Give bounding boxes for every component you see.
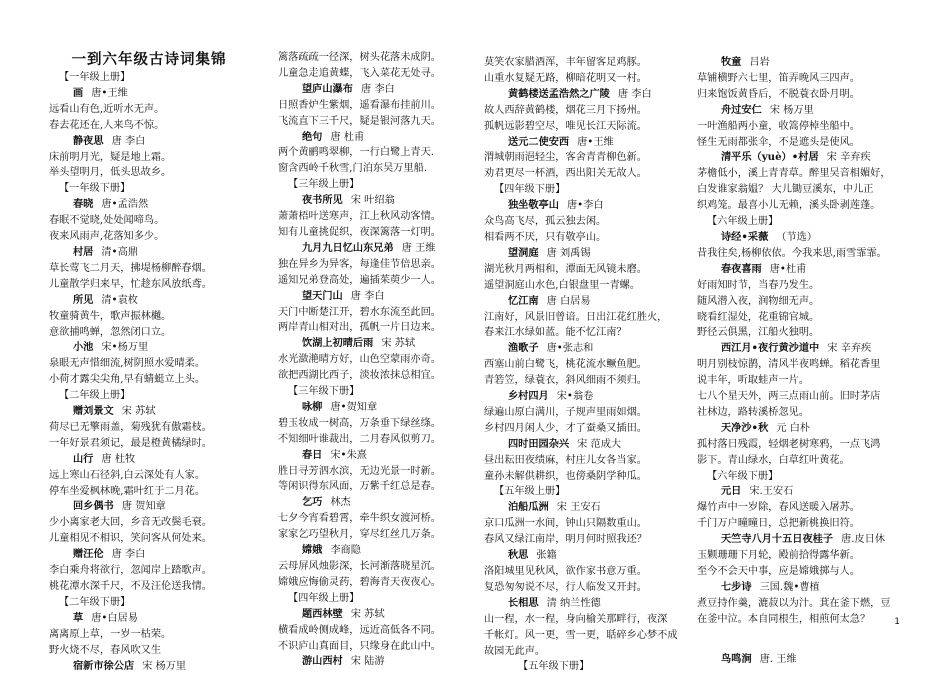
poem-line: 远上寒山石径斜,白云深处有人家。 [49,469,206,481]
poem-title: 宿新市徐公店 [73,659,135,672]
poem-line: 怪生无雨都张伞，不是遮头是使风。 [697,136,860,148]
poem-line: 牧童骑黄牛，歌声振林樾。 [49,310,172,322]
poem-line: 白发谁家翁媪？ 大儿锄豆溪东，中儿正 [697,184,874,196]
poem-heading [484,596,706,612]
poem-line: 昔我往矣,杨柳依依。今我来思,雨雪霏霏。 [697,247,887,259]
poem-author: 李商隐 [330,545,361,557]
grade-section-heading: 【二年级下册】 [59,596,131,608]
poem-heading [49,197,271,213]
poem-line: 不知细叶谁裁出，二月春风似剪刀。 [278,433,441,445]
poem-line: 至今不会天中事，应是嫦娥掷与人。 [697,566,860,577]
poem-heading [697,652,919,668]
poem-line: 玉颗珊珊下月轮，殿前拾得露华新。 [697,550,860,562]
poem-title: 西江月•夜行黄沙道中 [721,342,820,355]
column-content [697,55,919,668]
poem-heading [278,543,500,559]
poem-line: 篱落疏疏一径深，树头花落未成阴。 [278,52,441,63]
poem-heading [278,448,500,464]
document-title: 一到六年级古诗词集锦 [71,51,227,68]
poem-title: 七步诗 [721,580,752,593]
poem-line: 故人西辞黄鹤楼，烟花三月下扬州。 [484,104,647,116]
column-content [278,50,500,670]
poem-author: 宋 苏轼 [121,406,156,418]
poem-line: 儿童散学归来早，忙趁东风放纸鸢。 [49,278,212,290]
poem-heading [484,389,706,405]
poem-line: 等闲识得东风面，万紫千红总是春。 [278,481,441,493]
poem-line: 不识庐山真面目，只缘身在此山中。 [278,640,441,652]
poem-heading [697,532,919,548]
poem-heading [278,654,500,670]
poem-heading [697,150,919,166]
poem-line: 飞流直下三千尺，疑是银河落九天。 [278,115,441,127]
poem-heading [278,130,500,146]
poem-author: 张籍 [536,550,557,562]
poem-line: 昼出耘田夜绩麻，村庄儿女各当家。 [484,454,647,466]
poem-line: 山一程，水一程，身向榆关那畔行，夜深 [484,613,668,625]
poem-heading [49,134,271,150]
poem-line: 京口瓜洲一水间，钟山只隔数重山。 [484,518,647,530]
column-1 [49,50,271,674]
poem-title: 鸟鸣涧 [721,652,752,665]
poem-heading [484,135,706,151]
poem-line: 在釜中泣。本自同根生，相煎何太急？ [697,613,871,625]
poem-author: 唐 白居易 [546,295,591,307]
poem-author: 清 纳兰性德 [546,597,601,609]
poem-line: 江南好，风景旧曾谙。日出江花红胜火， [484,311,668,323]
grade-section-heading: 【二年级上册】 [59,390,131,402]
poem-author: 宋 叶绍翁 [350,195,395,207]
poem-author: 宋 杨万里 [142,660,187,672]
poem-line: 爆竹声中一岁除，春风送暖入屠苏。 [697,502,860,514]
poem-title: 天竺寺八月十五日夜桂子 [721,533,834,546]
poem-line: 随风潜入夜，润物细无声。 [697,295,820,307]
poem-heading [484,548,706,564]
poem-author: 元 白朴 [776,422,811,434]
poem-title: 泊船瓜洲 [508,501,549,514]
poem-heading [484,198,706,214]
poem-title: 独坐敬亭山 [508,199,559,212]
column-content [484,55,706,675]
poem-title: 清平乐（yuè）•村居 [721,151,819,164]
poem-line: 窗含西岭千秋雪,门泊东吴万里船. [278,163,428,175]
poem-title: 绝句 [302,130,323,143]
grade-section-heading: 【六年级上册】 [707,216,779,228]
poem-heading [697,341,919,357]
poem-line: 天门中断楚江开，碧水东流至此回。 [278,306,441,318]
poem-author: 林杰 [330,497,351,509]
poem-author: 宋•杨万里 [101,342,149,354]
poem-line: 一年好景君须记，最是橙黄橘绿时。 [49,437,212,449]
poem-title: 嫦娥 [302,544,323,557]
poem-author: 宋•朱熹 [330,449,367,461]
poem-author: （节选） [776,231,818,243]
poem-title: 静夜思 [73,134,104,147]
poem-author: 唐•张志和 [546,343,594,355]
poem-line: 影下。青山绿水，白草红叶黄花。 [697,454,850,466]
poem-heading [484,246,706,262]
poem-title: 长相思 [508,596,539,609]
poem-title: 春日 [302,448,323,461]
poem-line: 停车坐爱枫林晚,霜叶红于二月花。 [49,485,206,497]
column-content [49,70,271,674]
poem-heading [278,495,500,511]
poem-heading [697,484,919,500]
poem-heading [484,294,706,310]
poem-heading [484,87,706,103]
grade-section-heading: 【四年级上册】 [288,592,360,604]
poem-author: 宋 杨万里 [769,104,814,116]
poem-title: 山行 [73,452,94,465]
poem-author: 唐 李白 [111,549,146,561]
poem-title: 题西林壁 [302,607,343,620]
poem-title: 春晓 [73,198,94,211]
poem-author: 唐 王维 [401,242,436,254]
poem-author: 清•高鼎 [101,246,138,258]
grade-section-heading: 【三年级上册】 [288,179,360,191]
poem-title: 望洞庭 [508,246,539,259]
poem-author: 唐•贺知章 [330,401,378,413]
poem-line: 春去花还在,人来鸟不惊。 [49,119,165,131]
poem-title: 诗经•采薇 [721,230,769,243]
poem-title: 舟过安仁 [721,103,762,116]
poem-title: 赠刘景文 [73,405,114,418]
poem-author: 唐•王维 [577,136,614,148]
poem-line: 嫦娥应悔偷灵药，碧海青天夜夜心。 [278,576,441,588]
poem-line: 少小离家老大回，乡音无改鬓毛衰。 [49,517,212,529]
poem-title: 渔歌子 [508,342,539,355]
poem-title: 送元二使安西 [508,135,570,148]
poem-line: 好雨知时节，当春乃发生。 [697,279,820,291]
poem-title: 元日 [721,485,742,498]
poem-line: 两个黄鹂鸣翠柳，一行白鹭上青天. [278,147,435,159]
poem-line: 泉眼无声惜细流,树阴照水爱晴柔。 [49,358,206,370]
poem-line: 归来饱饭黄昏后，不脱蓑衣卧月明。 [697,88,860,100]
grade-section-heading: 【五年级上册】 [494,486,566,498]
poem-author: 唐 李白 [350,290,385,302]
poem-title: 画 [73,86,84,99]
poem-author: 三国.魏•曹植 [759,581,820,593]
grade-section-heading: 【一年级下册】 [59,183,131,195]
poem-author: 唐 李白 [360,83,395,95]
poem-line: 床前明月光，疑是地上霜。 [49,151,172,163]
poem-line: 夜来风雨声,花落知多少。 [49,231,165,243]
column-2 [278,50,500,670]
poem-title: 望天门山 [302,289,343,302]
poem-line: 孤村落日残霞，轻烟老树寒鸦，一点飞鸿 [697,438,881,450]
poem-line: 渭城朝雨浥轻尘，客舍青青柳色新。 [484,152,647,164]
poem-heading [49,245,271,261]
poem-line: 千帐灯。风一更，雪一更，聒碎乡心梦不成 [484,629,678,641]
poem-line: 山重水复疑无路，柳暗花明又一村。 [484,72,647,84]
poem-line: 举头望明月，低头思故乡。 [49,167,172,179]
poem-line: 独在异乡为异客，每逢佳节倍思亲。 [278,258,441,270]
poem-title: 乞巧 [302,496,323,509]
poem-heading [49,499,271,515]
poem-heading [278,289,500,305]
poem-author: 唐•王维 [91,87,128,99]
poem-line: 洛阳城里见秋风，欲作家书意万重。 [484,566,647,577]
poem-author: 唐•白居易 [91,612,138,624]
poem-author: 唐. 王维 [759,653,797,665]
poem-line: 儿童相见不相识，笑问客从何处来。 [49,533,212,545]
poem-title: 夜书所见 [302,194,343,207]
poem-line: 云母屏风烛影深，长河渐落晓星沉。 [278,561,441,572]
poem-title: 忆江南 [508,294,539,307]
poem-heading [278,241,500,257]
grade-section-heading: 【五年级下册】 [518,661,590,673]
poem-heading [49,293,271,309]
poem-line: 说丰年，听取蛙声一片。 [697,375,810,387]
poem-line: 离离原上草，一岁一枯荣。 [49,628,172,640]
grade-section-heading: 【三年级下册】 [288,386,360,398]
poem-author: 唐 杜甫 [330,131,365,143]
poem-line: 莫笑农家腊酒浑，丰年留客足鸡豚。 [484,57,647,68]
poem-heading [278,336,500,352]
poem-title: 游山西村 [302,655,343,668]
poem-line: 复恐匆匆说不尽，行人临发又开封。 [484,581,647,593]
poem-line: 湖光秋月两相和，潭面无风镜未磨。 [484,263,647,275]
poem-line: 知有儿童挑促织，夜深篱落一灯明。 [278,226,441,238]
poem-heading [49,452,271,468]
poem-author: 清•袁枚 [101,294,138,306]
poem-author: 唐 刘禹锡 [546,247,591,259]
poem-line: 李白乘舟将欲行，忽闻岸上踏歌声。 [49,565,212,577]
poem-line: 相看两不厌，只有敬亭山。 [484,231,607,243]
poem-heading [484,500,706,516]
poem-line: 儿童急走追黄蝶，飞入菜花无处寻。 [278,67,441,79]
poem-author: 唐.皮日休 [841,534,886,546]
poem-line: 织鸡笼。最喜小儿无赖，溪头卧剥莲蓬。 [697,200,881,212]
poem-line: 众鸟高飞尽，孤云独去闲。 [484,216,607,228]
poem-author: 宋.王安石 [749,486,794,498]
poem-title: 饮湖上初晴后雨 [302,337,374,350]
poem-line: 遥知兄弟登高处，遍插茱萸少一人。 [278,274,441,286]
poem-line: 野火烧不尽，春风吹又生 [49,644,162,656]
poem-heading [49,404,271,420]
poem-author: 唐•李白 [566,200,604,212]
poem-title: 黄鹤楼送孟浩然之广陵 [508,87,610,100]
poem-title: 赠汪伦 [73,548,104,561]
poem-author: 宋 陆游 [350,656,385,668]
poem-author: 宋 苏轼 [350,608,385,620]
poem-line: 水光潋滟晴方好，山色空蒙雨亦奇。 [278,354,441,366]
poem-author: 唐 杜牧 [101,453,136,465]
poem-author: 唐 李白 [617,88,652,100]
poem-line: 社林边，路转溪桥忽见。 [697,406,810,418]
poem-line: 遥望洞庭山水色,白银盘里一青螺。 [484,279,641,291]
poem-title: 村居 [73,245,94,258]
poem-author: 宋 范成大 [577,438,622,450]
poem-line: 春来江水绿如蓝。能不忆江南？ [484,327,627,339]
poem-heading [49,547,271,563]
poem-heading [49,611,271,627]
poem-title: 牧童 [721,56,742,68]
grade-section-heading: 【六年级下册】 [707,470,779,482]
poem-line: 野径云俱黑，江船火独明。 [697,327,820,339]
poem-line: 明月别枝惊鹊，清风半夜鸣蝉。稻花香里 [697,359,881,371]
poem-line: 孤帆远影碧空尽，唯见长江天际流。 [484,120,647,132]
poem-line: 乡村四月闲人少，才了蚕桑又插田。 [484,422,647,434]
poem-heading [697,580,919,596]
poem-line: 横看成岭侧成峰，远近高低各不同。 [278,624,441,636]
poem-author: 吕岩 [749,57,770,68]
poem-title: 乡村四月 [508,390,549,403]
column-3 [484,55,706,675]
poem-line: 欲把西湖比西子，淡妆浓抹总相宜。 [278,370,441,382]
poem-line: 故园无此声。 [484,645,546,657]
poem-line: 小荷才露尖尖角,早有蜻蜓立上头。 [49,374,206,386]
poem-line: 七夕今宵看碧霄，牵牛织女渡河桥。 [278,513,441,525]
poem-line: 童孙未解供耕织，也傍桑阴学种瓜。 [484,470,647,482]
poem-author: 唐 贺知章 [121,501,166,513]
poem-heading [697,55,919,71]
poem-title: 四时田园杂兴 [508,437,570,450]
poem-line: 桃花潭水深千尺，不及汪伦送我情。 [49,581,212,592]
poem-title: 所见 [73,293,94,306]
grade-section-heading: 【一年级上册】 [59,72,131,83]
poem-heading [484,341,706,357]
poem-title: 望庐山瀑布 [302,82,353,95]
poem-line: 青箬笠，绿蓑衣，斜风细雨不须归。 [484,375,647,387]
blank-line [697,628,919,652]
poem-author: 唐•杜甫 [769,263,807,275]
poem-line: 煮豆持作羹，漉菽以为汁。萁在釜下燃，豆 [697,597,891,609]
poem-line: 春眠不觉晓,处处闻啼鸟。 [49,215,165,227]
poem-title: 九月九日忆山东兄弟 [302,241,394,254]
column-4 [697,55,919,668]
poem-title: 草 [73,611,84,624]
page-number: 1 [894,617,900,627]
poem-title: 咏柳 [302,400,323,413]
poem-title: 秋思 [508,549,529,562]
poem-line: 两岸青山相对出，孤帆一片日边来。 [278,322,441,334]
poem-author: 宋 辛弃疾 [826,152,871,164]
poem-line: 草长莺飞二月天，拂堤杨柳醉春烟。 [49,262,212,274]
poem-line: 七八个星天外，两三点雨山前。旧时茅店 [697,391,881,403]
poem-line: 远看山有色,近听水无声。 [49,103,165,115]
poem-title: 小池 [73,341,94,354]
poem-title: 天净沙•秋 [721,421,769,434]
poem-heading [49,86,271,102]
poem-line: 绿遍山原白满川，子规声里雨如烟。 [484,406,647,418]
poem-line: 草铺横野六七里，笛弄晚风三四声。 [697,72,860,84]
poem-line: 家家乞巧望秋月，穿尽红丝几万条。 [278,529,441,541]
poem-line: 胜日寻芳泗水滨，无边光景一时新。 [278,465,441,477]
poem-line: 碧玉妆成一树高，万条垂下绿丝绦。 [278,417,441,429]
poem-title: 回乡偶书 [73,500,114,513]
poem-line: 一叶渔船两小童，收篙停棹坐船中。 [697,120,860,132]
poem-heading [49,340,271,356]
poem-author: 宋 苏轼 [381,338,416,350]
poem-heading [278,400,500,416]
poem-line: 春风又绿江南岸，明月何时照我还？ [484,534,647,546]
poem-line: 意欲捕鸣蝉，忽然闭口立。 [49,326,172,338]
poem-author: 宋•翁卷 [556,391,594,403]
poem-heading [484,437,706,453]
poem-line: 千门万户曈曈日，总把新桃换旧符。 [697,518,860,530]
poem-author: 唐•孟浩然 [101,199,149,211]
poem-heading [278,607,500,623]
poem-author: 宋 辛弃疾 [827,343,872,355]
poem-line: 萧萧梧叶送寒声，江上秋风动客情。 [278,211,441,223]
poem-heading [697,103,919,119]
poem-line: 日照香炉生紫烟，遥看瀑布挂前川。 [278,99,441,111]
poem-author: 宋 王安石 [556,502,601,514]
poem-heading [697,230,919,246]
poem-heading [697,262,919,278]
poem-author: 唐 李白 [111,135,146,147]
poem-heading [278,193,500,209]
poem-line: 晓看红湿处，花重锦官城。 [697,311,820,323]
poem-line: 西塞山前白鹭飞，桃花流水鳜鱼肥。 [484,359,647,371]
poem-line: 茅檐低小，溪上青青草。醉里吴音相媚好， [697,168,891,180]
poem-heading [278,82,500,98]
grade-section-heading: 【四年级下册】 [494,184,566,196]
poem-line: 劝君更尽一杯酒，西出阳关无故人。 [484,168,647,180]
poem-heading [49,659,271,675]
poem-heading [697,421,919,437]
poem-title: 春夜喜雨 [721,262,762,275]
poem-line: 荷尽已无擎雨盖，菊残犹有傲霜枝。 [49,421,212,433]
